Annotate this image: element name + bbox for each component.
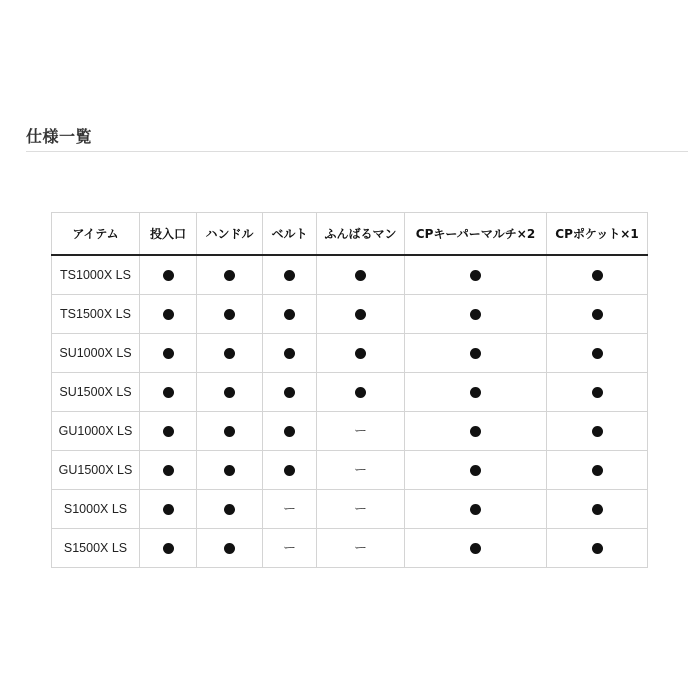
included-dot-icon bbox=[592, 465, 603, 476]
model-name-cell: S1000X LS bbox=[52, 490, 140, 529]
feature-cell bbox=[140, 490, 197, 529]
header-funbaru-man: ふんばるマン bbox=[317, 213, 405, 256]
page-title: 仕様一覧 bbox=[26, 127, 93, 146]
included-dot-icon bbox=[163, 309, 174, 320]
included-dot-icon bbox=[163, 543, 174, 554]
included-dot-icon bbox=[224, 504, 235, 515]
table-row bbox=[52, 412, 648, 451]
feature-cell bbox=[263, 255, 317, 295]
feature-cell bbox=[405, 295, 547, 334]
feature-cell bbox=[547, 451, 648, 490]
feature-cell bbox=[405, 412, 547, 451]
feature-cell bbox=[140, 412, 197, 451]
not-included-dash: ー bbox=[353, 541, 367, 556]
table-row bbox=[52, 451, 648, 490]
feature-cell bbox=[263, 490, 317, 529]
included-dot-icon bbox=[224, 348, 235, 359]
not-included-dash: ー bbox=[353, 463, 367, 478]
included-dot-icon bbox=[470, 270, 481, 281]
included-dot-icon bbox=[284, 270, 295, 281]
feature-cell bbox=[317, 255, 405, 295]
feature-cell bbox=[405, 373, 547, 412]
feature-cell bbox=[140, 295, 197, 334]
table-row bbox=[52, 373, 648, 412]
model-name-cell: S1500X LS bbox=[52, 529, 140, 568]
feature-cell bbox=[263, 295, 317, 334]
feature-cell bbox=[197, 529, 263, 568]
included-dot-icon bbox=[284, 465, 295, 476]
included-dot-icon bbox=[224, 387, 235, 398]
header-item: アイテム bbox=[52, 213, 140, 256]
model-name-cell: GU1500X LS bbox=[52, 451, 140, 490]
feature-cell bbox=[317, 490, 405, 529]
included-dot-icon bbox=[470, 465, 481, 476]
included-dot-icon bbox=[592, 348, 603, 359]
included-dot-icon bbox=[592, 504, 603, 515]
feature-cell bbox=[197, 373, 263, 412]
not-included-dash: ー bbox=[282, 502, 296, 517]
model-name-cell: SU1000X LS bbox=[52, 334, 140, 373]
feature-cell bbox=[197, 412, 263, 451]
included-dot-icon bbox=[592, 270, 603, 281]
feature-cell bbox=[547, 490, 648, 529]
included-dot-icon bbox=[224, 309, 235, 320]
table-row bbox=[52, 295, 648, 334]
included-dot-icon bbox=[470, 348, 481, 359]
feature-cell bbox=[547, 529, 648, 568]
feature-cell bbox=[140, 529, 197, 568]
feature-cell bbox=[140, 334, 197, 373]
included-dot-icon bbox=[470, 426, 481, 437]
table-row bbox=[52, 529, 648, 568]
included-dot-icon bbox=[163, 270, 174, 281]
included-dot-icon bbox=[470, 387, 481, 398]
included-dot-icon bbox=[224, 465, 235, 476]
included-dot-icon bbox=[163, 504, 174, 515]
included-dot-icon bbox=[224, 543, 235, 554]
feature-cell bbox=[405, 490, 547, 529]
feature-cell bbox=[405, 255, 547, 295]
included-dot-icon bbox=[592, 426, 603, 437]
header-cp-pocket: CPポケット×1 bbox=[547, 213, 648, 256]
feature-cell bbox=[547, 295, 648, 334]
model-name-cell: GU1000X LS bbox=[52, 412, 140, 451]
model-name-cell: SU1500X LS bbox=[52, 373, 140, 412]
feature-cell bbox=[317, 451, 405, 490]
feature-cell bbox=[317, 295, 405, 334]
table-header-row bbox=[52, 213, 648, 256]
feature-cell bbox=[140, 451, 197, 490]
feature-cell bbox=[317, 334, 405, 373]
feature-cell bbox=[263, 334, 317, 373]
feature-cell bbox=[405, 451, 547, 490]
feature-cell bbox=[140, 255, 197, 295]
header-handle: ハンドル bbox=[197, 213, 263, 256]
table-row bbox=[52, 255, 648, 295]
feature-cell bbox=[197, 490, 263, 529]
included-dot-icon bbox=[355, 387, 366, 398]
included-dot-icon bbox=[355, 270, 366, 281]
feature-cell bbox=[405, 334, 547, 373]
title-divider bbox=[26, 151, 688, 152]
included-dot-icon bbox=[163, 348, 174, 359]
included-dot-icon bbox=[592, 309, 603, 320]
feature-cell bbox=[317, 373, 405, 412]
feature-cell bbox=[547, 412, 648, 451]
model-name-cell: TS1000X LS bbox=[52, 255, 140, 295]
included-dot-icon bbox=[592, 543, 603, 554]
included-dot-icon bbox=[163, 465, 174, 476]
included-dot-icon bbox=[355, 309, 366, 320]
included-dot-icon bbox=[470, 504, 481, 515]
feature-cell bbox=[317, 529, 405, 568]
included-dot-icon bbox=[284, 309, 295, 320]
feature-cell bbox=[547, 334, 648, 373]
table-row bbox=[52, 334, 648, 373]
included-dot-icon bbox=[163, 387, 174, 398]
header-cp-keeper-multi: CPキーパーマルチ×2 bbox=[405, 213, 547, 256]
feature-cell bbox=[140, 373, 197, 412]
feature-cell bbox=[197, 295, 263, 334]
included-dot-icon bbox=[224, 426, 235, 437]
included-dot-icon bbox=[284, 348, 295, 359]
included-dot-icon bbox=[284, 387, 295, 398]
included-dot-icon bbox=[355, 348, 366, 359]
feature-cell bbox=[197, 255, 263, 295]
included-dot-icon bbox=[224, 270, 235, 281]
table-row bbox=[52, 490, 648, 529]
feature-cell bbox=[263, 373, 317, 412]
included-dot-icon bbox=[470, 309, 481, 320]
included-dot-icon bbox=[284, 426, 295, 437]
feature-cell bbox=[197, 334, 263, 373]
header-inlet: 投入口 bbox=[140, 213, 197, 256]
not-included-dash: ー bbox=[282, 541, 296, 556]
included-dot-icon bbox=[592, 387, 603, 398]
header-belt: ベルト bbox=[263, 213, 317, 256]
included-dot-icon bbox=[470, 543, 481, 554]
feature-cell bbox=[263, 451, 317, 490]
feature-cell bbox=[263, 529, 317, 568]
included-dot-icon bbox=[163, 426, 174, 437]
feature-cell bbox=[317, 412, 405, 451]
spec-table bbox=[51, 212, 648, 568]
feature-cell bbox=[405, 529, 547, 568]
model-name-cell: TS1500X LS bbox=[52, 295, 140, 334]
feature-cell bbox=[547, 373, 648, 412]
feature-cell bbox=[547, 255, 648, 295]
feature-cell bbox=[263, 412, 317, 451]
not-included-dash: ー bbox=[353, 424, 367, 439]
feature-cell bbox=[197, 451, 263, 490]
not-included-dash: ー bbox=[353, 502, 367, 517]
